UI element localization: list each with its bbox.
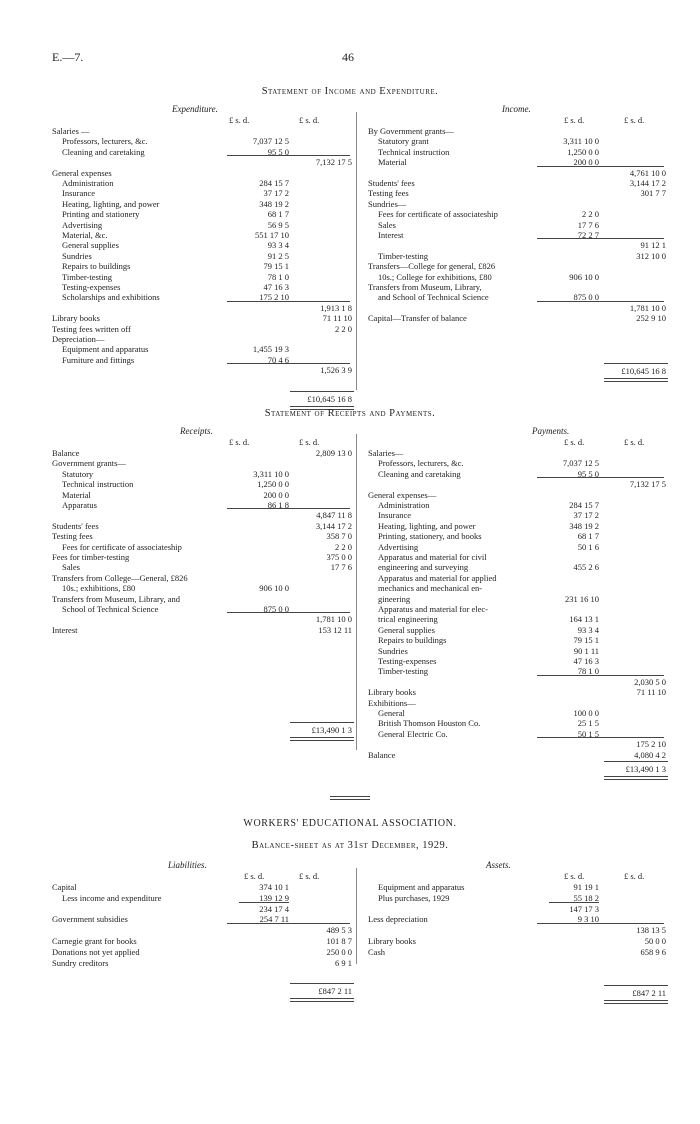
row-label: Professors, lecturers, &c. xyxy=(62,136,148,147)
subtotal-amount: 1,781 10 0 xyxy=(315,614,352,625)
amount-cell: 374 10 1 xyxy=(259,882,289,892)
subtotal-rule xyxy=(537,923,664,924)
amount-cell: 72 2 7 xyxy=(577,230,599,240)
row-label: Heating, lighting, and power xyxy=(378,520,476,531)
subtotal-rule xyxy=(537,737,664,738)
row-label: General expenses— xyxy=(368,489,437,500)
row-label: General Electric Co. xyxy=(378,728,448,739)
row-label: School of Technical Science xyxy=(62,604,159,614)
subtotal-amount: 489 5 3 xyxy=(326,925,352,936)
amount-cell: 231 16 10 xyxy=(565,593,599,604)
row-label: Cleaning and caretaking xyxy=(378,468,461,479)
amount-cell: 348 19 2 xyxy=(569,520,599,531)
row-label: Library books xyxy=(368,687,416,698)
row-label: Students' fees xyxy=(368,178,415,188)
row-label: Donations not yet applied xyxy=(52,946,140,957)
row-label: Interest xyxy=(52,624,78,635)
subtotal-rule xyxy=(537,675,664,676)
column-divider xyxy=(356,434,357,750)
row-label: British Thomson Houston Co. xyxy=(378,718,481,729)
assets-heading: Assets. xyxy=(486,860,511,870)
amount-cell: 3,311 10 0 xyxy=(253,468,289,479)
unit-header: £ s. d. xyxy=(299,871,320,881)
subtotal-amount: 2 2 0 xyxy=(335,541,352,552)
amount-cell: 91 19 1 xyxy=(573,882,599,892)
subtotal-amount: 153 12 11 xyxy=(318,624,352,635)
row-label: Printing and stationery xyxy=(62,209,140,220)
subtotal-amount: 4,847 11 8 xyxy=(316,510,352,521)
total-rule xyxy=(290,391,354,392)
row-label: Government grants— xyxy=(52,458,126,469)
receipts-statement-title: Statement of Receipts and Payments. xyxy=(264,408,436,419)
amount-cell: 1,250 0 0 xyxy=(257,479,289,490)
row-label: Balance xyxy=(52,448,80,458)
subtotal-amount: 250 0 0 xyxy=(326,946,352,957)
subtotal-amount: 50 0 0 xyxy=(644,936,666,946)
subtotal-amount: 2,030 5 0 xyxy=(634,676,666,687)
row-label: Material xyxy=(62,489,91,500)
row-label: Government subsidies xyxy=(52,914,128,925)
amount-cell: 55 18 2 xyxy=(573,892,599,903)
subtotal-rule xyxy=(537,301,664,302)
amount-cell: 254 7 11 xyxy=(259,914,289,925)
amount-cell: 200 0 0 xyxy=(263,489,289,500)
row-label: mechanics and mechanical en- xyxy=(378,583,483,594)
unit-header: £ s. d. xyxy=(229,437,250,447)
subtotal-rule xyxy=(227,363,350,364)
unit-header: £ s. d. xyxy=(564,871,585,881)
row-label: Repairs to buildings xyxy=(62,261,131,272)
row-label: Sundry creditors xyxy=(52,957,109,968)
total-rule xyxy=(604,761,668,762)
row-label: Apparatus and material for civil xyxy=(378,552,487,562)
subtotal-rule xyxy=(227,508,350,509)
subtotal-rule xyxy=(239,902,289,903)
row-label: Salaries— xyxy=(368,448,404,458)
amount-cell: 95 5 0 xyxy=(577,468,599,479)
unit-header: £ s. d. xyxy=(299,437,320,447)
amount-cell: 79 15 1 xyxy=(573,635,599,646)
row-label: Transfers from College—General, £826 xyxy=(52,572,188,583)
row-label: Library books xyxy=(52,313,100,324)
row-label: Less income and expenditure xyxy=(62,892,162,903)
subtotal-rule xyxy=(227,612,350,613)
column-divider xyxy=(356,868,357,964)
grand-total: £847 2 11 xyxy=(318,986,352,997)
amount-cell: 1,250 0 0 xyxy=(567,146,599,157)
row-label: Material, &c. xyxy=(62,230,108,240)
amount-cell: 47 16 3 xyxy=(263,282,289,292)
grand-total: £13,490 1 3 xyxy=(311,725,352,736)
amount-cell: 25 1 5 xyxy=(577,718,599,729)
total-double-rule xyxy=(604,776,668,780)
income-heading: Income. xyxy=(502,104,531,114)
row-label: Administration xyxy=(378,500,430,510)
amount-cell: 95 5 0 xyxy=(267,146,289,157)
amount-cell: 1,455 19 3 xyxy=(252,344,289,355)
row-label: Technical instruction xyxy=(378,146,450,157)
subtotal-amount: 17 7 6 xyxy=(330,562,352,573)
row-label: Equipment and apparatus xyxy=(378,882,465,892)
subtotal-amount: 175 2 10 xyxy=(636,739,666,750)
amount-cell: 90 1 11 xyxy=(573,645,599,656)
row-label: Sundries xyxy=(62,250,92,261)
row-label: 10s.; College for exhibitions, £80 xyxy=(378,271,492,282)
subtotal-amount: 1,526 3 9 xyxy=(320,365,352,376)
row-label: Testing fees written off xyxy=(52,323,131,334)
row-label: Printing, stationery, and books xyxy=(378,531,482,542)
row-label: Testing fees xyxy=(52,531,93,542)
amount-cell: 68 1 7 xyxy=(577,531,599,542)
row-label: Advertising xyxy=(378,541,419,552)
amount-cell: 50 1 5 xyxy=(577,728,599,739)
amount-cell: 906 10 0 xyxy=(569,271,599,282)
row-label: By Government grants— xyxy=(368,126,454,136)
unit-header: £ s. d. xyxy=(624,871,645,881)
row-label: Sales xyxy=(62,562,80,573)
row-label: Capital xyxy=(52,882,77,892)
row-label: Library books xyxy=(368,936,416,946)
amount-cell: 7,037 12 5 xyxy=(252,136,289,147)
subtotal-amount: 1,781 10 0 xyxy=(629,302,666,313)
row-label: Fees for certificate of associateship xyxy=(378,209,498,220)
total-rule xyxy=(290,722,354,723)
amount-cell: 348 19 2 xyxy=(259,198,289,209)
row-label: Balance xyxy=(368,749,396,760)
subtotal-amount: 101 8 7 xyxy=(326,936,352,946)
row-label: Apparatus and material for elec- xyxy=(378,604,488,614)
row-label: Interest xyxy=(378,230,404,240)
row-label: Depreciation— xyxy=(52,334,105,344)
section-separator xyxy=(330,796,370,800)
page-ref: E.—7. xyxy=(52,50,84,64)
income-statement-title: Statement of Income and Expenditure. xyxy=(261,86,439,97)
row-label: Transfers from Museum, Library, xyxy=(368,282,482,292)
amount-cell: 906 10 0 xyxy=(259,583,289,594)
row-label: Sundries— xyxy=(368,198,407,209)
amount-cell: 91 2 5 xyxy=(267,250,289,261)
subtotal-amount: 4,761 10 0 xyxy=(629,167,666,178)
amount-cell: 3,311 10 0 xyxy=(563,136,599,147)
amount-cell: 284 15 7 xyxy=(259,178,289,188)
subtotal-amount: 301 7 7 xyxy=(640,188,666,199)
amount-cell: 37 17 2 xyxy=(263,188,289,199)
row-label: Timber-testing xyxy=(378,666,429,677)
amount-cell: 86 1 8 xyxy=(267,500,289,510)
amount-cell: 93 3 4 xyxy=(577,624,599,635)
wea-title: WORKERS' EDUCATIONAL ASSOCIATION. xyxy=(243,818,457,829)
row-label: Timber-testing xyxy=(62,271,113,282)
row-label: General expenses xyxy=(52,167,112,178)
subtotal-rule xyxy=(537,477,664,478)
subtotal-rule xyxy=(227,923,350,924)
amount-cell: 17 7 6 xyxy=(577,219,599,230)
amount-cell: 875 0 0 xyxy=(573,292,599,303)
amount-cell: 284 15 7 xyxy=(569,500,599,510)
row-label: Administration xyxy=(62,178,114,188)
amount-cell: 78 1 0 xyxy=(577,666,599,677)
amount-cell: 9 3 10 xyxy=(577,914,599,925)
row-label: General supplies xyxy=(378,624,435,635)
row-label: Professors, lecturers, &c. xyxy=(378,458,464,469)
subtotal-amount: 3,144 17 2 xyxy=(629,178,666,188)
expenditure-heading: Expenditure. xyxy=(172,104,218,114)
row-label: gineering xyxy=(378,593,411,604)
row-label: Salaries — xyxy=(52,126,90,136)
row-label: Technical instruction xyxy=(62,479,134,490)
amount-cell: 70 4 6 xyxy=(267,354,289,365)
subtotal-amount: 252 9 10 xyxy=(636,313,666,324)
subtotal-amount: 7,132 17 5 xyxy=(315,157,352,168)
total-double-rule xyxy=(604,1000,668,1004)
subtotal-rule xyxy=(227,155,350,156)
amount-cell: 551 17 10 xyxy=(255,230,289,240)
subtotal-amount: 312 10 0 xyxy=(636,250,666,261)
row-label: Transfers—College for general, £826 xyxy=(368,261,496,272)
row-label: Furniture and fittings xyxy=(62,354,135,365)
subtotal-amount: 91 12 1 xyxy=(640,240,666,251)
total-rule xyxy=(604,363,668,364)
amount-cell: 79 15 1 xyxy=(263,261,289,272)
amount-cell: 175 2 10 xyxy=(259,292,289,303)
unit-header: £ s. d. xyxy=(624,115,645,125)
unit-header: £ s. d. xyxy=(564,115,585,125)
unit-header: £ s. d. xyxy=(299,115,320,125)
row-label: Cleaning and caretaking xyxy=(62,146,145,157)
page-number: 46 xyxy=(342,50,354,64)
row-label: Testing fees xyxy=(368,188,409,199)
subtotal-rule xyxy=(537,238,664,239)
grand-total: £10,645 16 8 xyxy=(621,365,666,376)
subtotal-amount: 4,080 4 2 xyxy=(634,749,666,760)
amount-cell: 68 1 7 xyxy=(267,209,289,220)
amount-cell: 147 17 3 xyxy=(569,903,599,914)
amount-cell: 200 0 0 xyxy=(573,157,599,168)
subtotal-amount: 7,132 17 5 xyxy=(629,479,666,490)
row-label: Insurance xyxy=(378,510,412,521)
row-label: Equipment and apparatus xyxy=(62,344,149,355)
subtotal-amount: 2,809 13 0 xyxy=(315,448,352,458)
amount-cell: 455 2 6 xyxy=(573,562,599,573)
subtotal-rule xyxy=(537,166,664,167)
row-label: Material xyxy=(378,157,407,168)
grand-total: £10,645 16 8 xyxy=(307,393,352,404)
row-label: Timber-testing xyxy=(378,250,429,261)
row-label: Less depreciation xyxy=(368,914,428,925)
row-label: Students' fees xyxy=(52,520,99,531)
unit-header: £ s. d. xyxy=(244,871,265,881)
amount-cell: 78 1 0 xyxy=(267,271,289,282)
total-rule xyxy=(604,985,668,986)
liabilities-heading: Liabilities. xyxy=(168,860,207,870)
amount-cell: 234 17 4 xyxy=(259,903,289,914)
row-label: General xyxy=(378,708,405,718)
row-label: Sundries xyxy=(378,645,408,656)
row-label: Apparatus xyxy=(62,500,97,510)
row-label: Testing-expenses xyxy=(62,282,121,292)
subtotal-amount: 375 0 0 xyxy=(326,552,352,562)
amount-cell: 7,037 12 5 xyxy=(562,458,599,469)
row-label: Cash xyxy=(368,946,385,957)
total-double-rule xyxy=(604,378,668,382)
unit-header: £ s. d. xyxy=(624,437,645,447)
grand-total: £13,490 1 3 xyxy=(625,764,666,774)
row-label: Repairs to buildings xyxy=(378,635,447,646)
row-label: Statutory xyxy=(62,468,94,479)
row-label: Plus purchases, 1929 xyxy=(378,892,450,903)
row-label: Heating, lighting, and power xyxy=(62,198,160,209)
row-label: Capital—Transfer of balance xyxy=(368,313,467,324)
row-label: Fees for certificate of associateship xyxy=(62,541,182,552)
row-label: Advertising xyxy=(62,219,103,230)
amount-cell: 100 0 0 xyxy=(573,708,599,718)
subtotal-amount: 658 9 6 xyxy=(640,946,666,957)
row-label: engineering and surveying xyxy=(378,562,469,573)
subtotal-amount: 1,913 1 8 xyxy=(320,302,352,313)
total-double-rule xyxy=(290,998,354,1002)
subtotal-amount: 71 11 10 xyxy=(636,687,666,698)
row-label: Statutory grant xyxy=(378,136,429,147)
total-double-rule xyxy=(290,737,354,741)
amount-cell: 47 16 3 xyxy=(573,656,599,666)
amount-cell: 50 1 6 xyxy=(577,541,599,552)
total-rule xyxy=(290,983,354,984)
subtotal-amount: 2 2 0 xyxy=(335,323,352,334)
row-label: Sales xyxy=(378,219,396,230)
subtotal-amount: 71 11 10 xyxy=(322,313,352,324)
row-label: Testing-expenses xyxy=(378,656,437,666)
amount-cell: 164 13 1 xyxy=(569,614,599,625)
receipts-heading: Receipts. xyxy=(180,426,213,436)
unit-header: £ s. d. xyxy=(229,115,250,125)
row-label: Scholarships and exhibitions xyxy=(62,292,160,303)
subtotal-amount: 3,144 17 2 xyxy=(315,520,352,531)
row-label: and School of Technical Science xyxy=(378,292,489,303)
row-label: Fees for timber-testing xyxy=(52,552,130,562)
wea-subtitle: Balance-sheet as at 31st December, 1929. xyxy=(251,840,449,851)
row-label: 10s.; exhibitions, £80 xyxy=(62,583,136,594)
amount-cell: 2 2 0 xyxy=(582,209,599,220)
subtotal-amount: 358 7 0 xyxy=(326,531,352,542)
subtotal-rule xyxy=(549,902,599,903)
payments-heading: Payments. xyxy=(532,426,570,436)
amount-cell: 875 0 0 xyxy=(263,604,289,614)
amount-cell: 37 17 2 xyxy=(573,510,599,521)
row-label: Insurance xyxy=(62,188,96,199)
subtotal-amount: 6 9 1 xyxy=(335,957,352,968)
subtotal-rule xyxy=(227,301,350,302)
column-divider xyxy=(356,112,357,390)
row-label: General supplies xyxy=(62,240,119,251)
row-label: Apparatus and material for applied xyxy=(378,572,497,583)
row-label: trical engineering xyxy=(378,614,438,625)
row-label: Transfers from Museum, Library, and xyxy=(52,593,181,604)
amount-cell: 56 9 5 xyxy=(267,219,289,230)
amount-cell: 93 3 4 xyxy=(267,240,289,251)
unit-header: £ s. d. xyxy=(564,437,585,447)
grand-total: £847 2 11 xyxy=(632,987,666,998)
row-label: Exhibitions— xyxy=(368,697,416,708)
subtotal-amount: 138 13 5 xyxy=(636,925,666,936)
row-label: Carnegie grant for books xyxy=(52,936,137,946)
amount-cell: 139 12 9 xyxy=(259,892,289,903)
